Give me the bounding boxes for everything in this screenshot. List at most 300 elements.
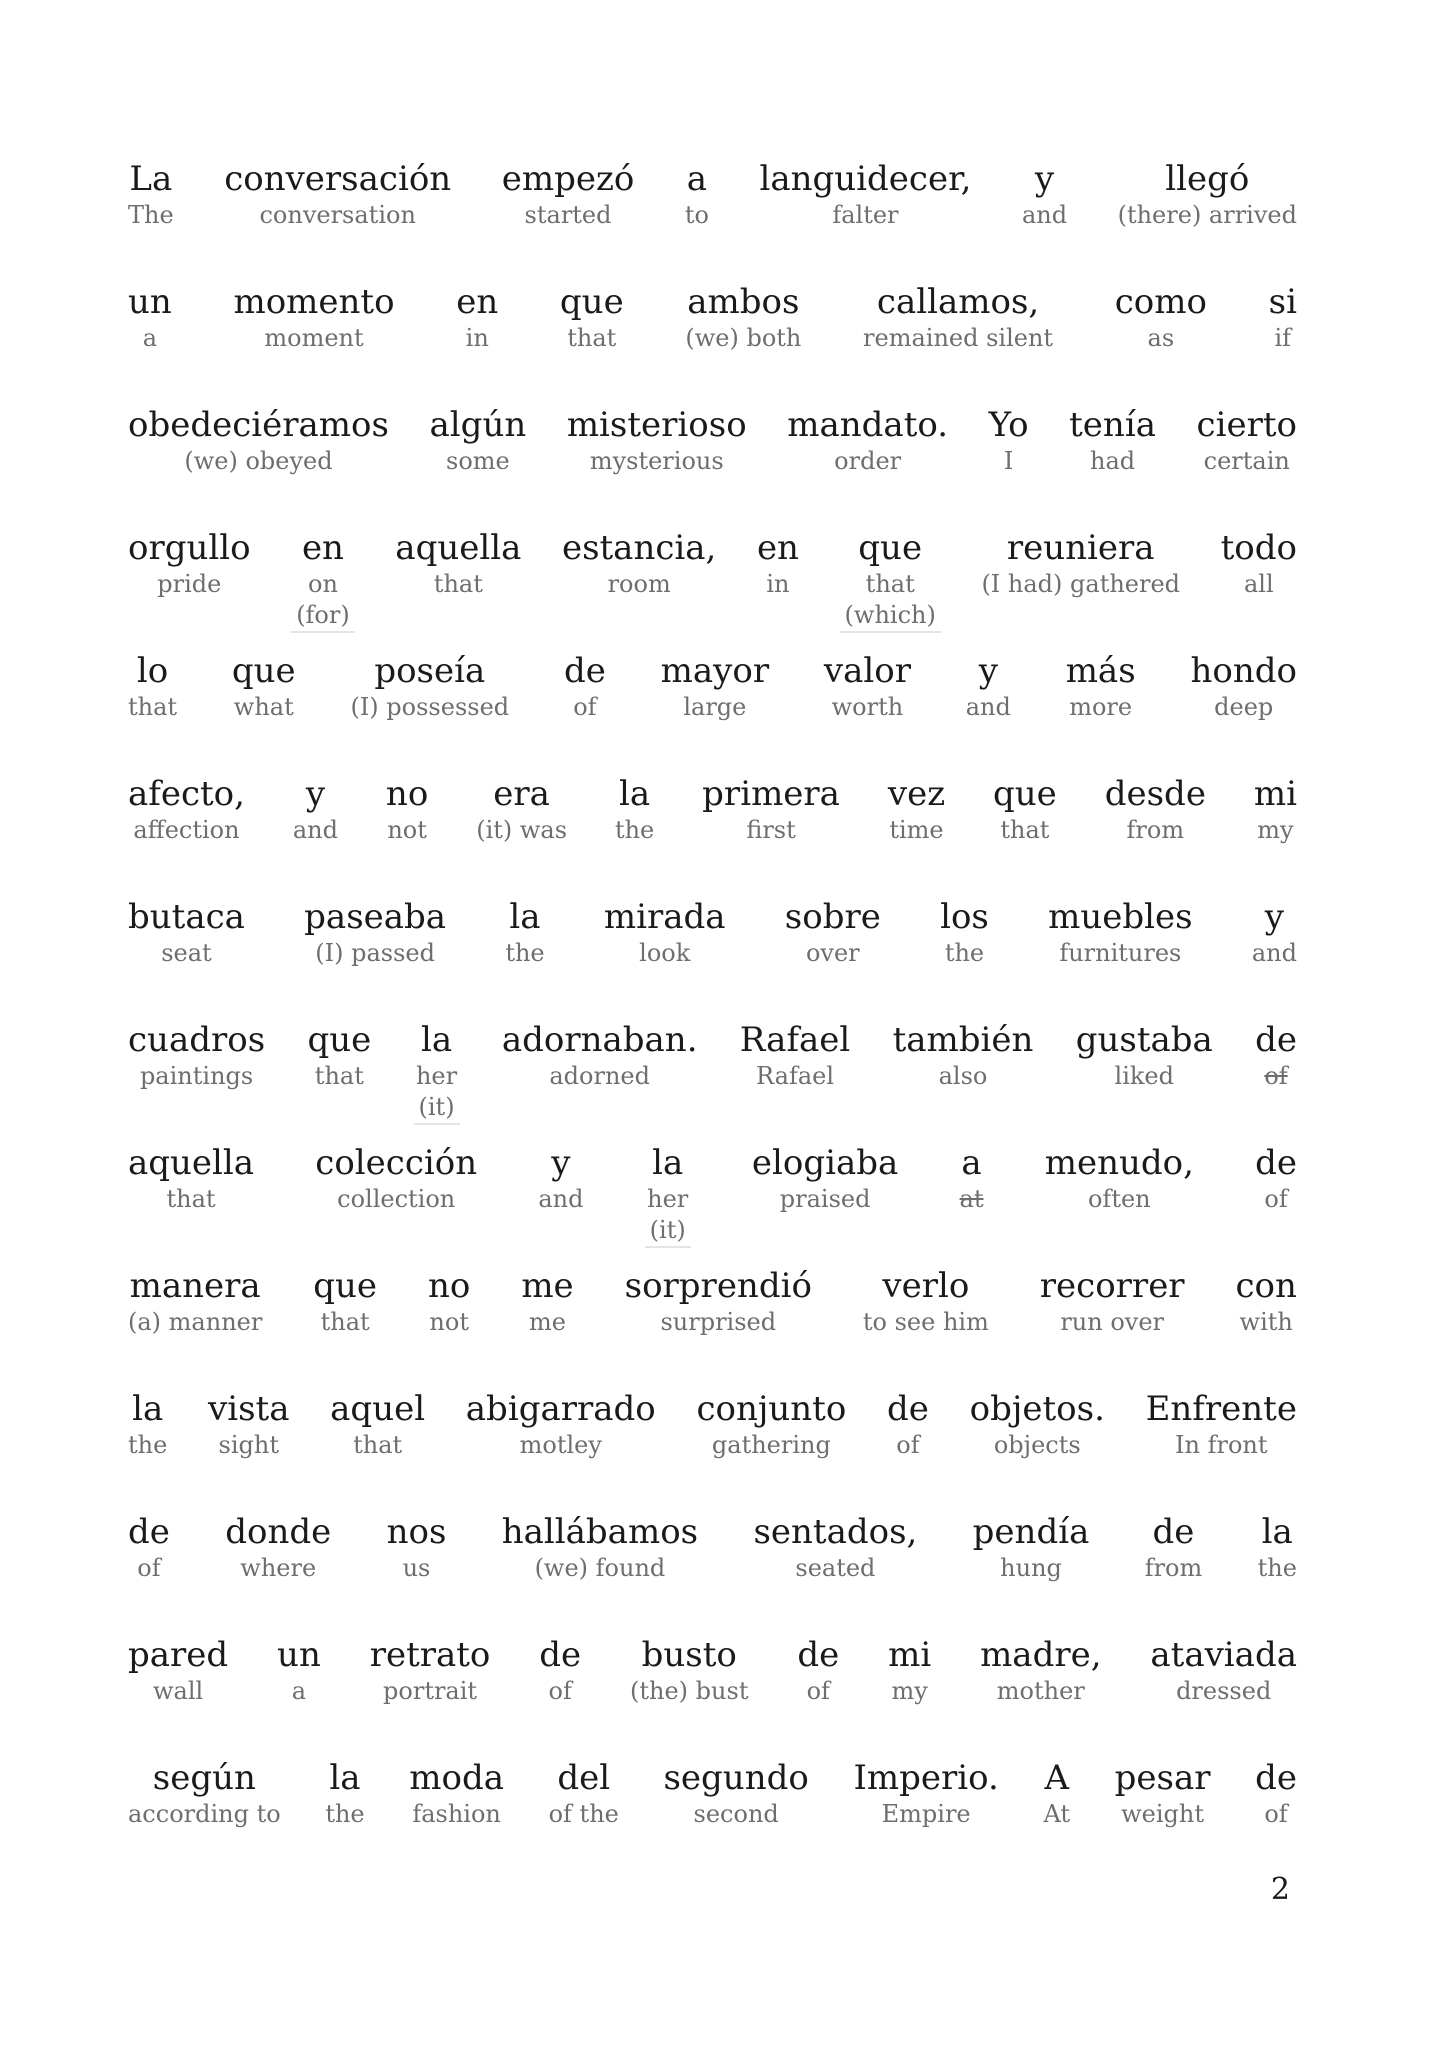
word-unit (128, 1019, 265, 1092)
spanish-word: la (420, 1020, 453, 1060)
word-unit (1252, 896, 1297, 969)
spanish-word: ataviada (1150, 1635, 1297, 1675)
english-gloss: of (548, 1677, 572, 1705)
english-gloss: mysterious (589, 447, 724, 475)
spanish-word: en (301, 528, 344, 568)
word-unit (1255, 1757, 1297, 1830)
english-gloss: me (529, 1308, 566, 1336)
english-gloss: remained silent (863, 324, 1054, 352)
word-unit (940, 896, 989, 969)
spanish-word: mirada (603, 897, 726, 937)
english-gloss: the (505, 939, 545, 967)
english-gloss: weight (1121, 1800, 1204, 1828)
spanish-word: segundo (663, 1758, 809, 1798)
word-unit (502, 1511, 698, 1584)
english-gloss: as (1147, 324, 1175, 352)
spanish-word: y (1264, 897, 1284, 937)
interlinear-line (128, 773, 1297, 896)
english-gloss: the (128, 1431, 168, 1459)
word-unit (128, 1142, 254, 1215)
word-unit (853, 1757, 998, 1830)
english-gloss: that (166, 1185, 216, 1213)
interlinear-line (128, 527, 1297, 650)
word-unit (224, 158, 451, 231)
spanish-word: más (1065, 651, 1136, 691)
word-unit (604, 896, 726, 969)
english-gloss: (I had) gathered (981, 570, 1181, 598)
word-unit (370, 1634, 491, 1707)
spanish-word: de (1152, 1512, 1195, 1552)
spanish-word: a (686, 159, 708, 199)
word-unit (840, 527, 941, 633)
spanish-word: butaca (128, 897, 245, 937)
spanish-word: de (128, 1512, 170, 1552)
spanish-word: vez (887, 774, 946, 814)
word-unit (128, 1634, 228, 1707)
word-unit (428, 1265, 470, 1338)
spanish-word: y (551, 1143, 571, 1183)
english-gloss: at (959, 1185, 984, 1213)
word-unit (989, 404, 1029, 477)
spanish-word: mi (888, 1635, 932, 1675)
english-gloss: (it) was (476, 816, 568, 844)
word-unit (225, 1511, 331, 1584)
word-unit (625, 1265, 812, 1338)
spanish-word: de (563, 651, 606, 691)
english-gloss: the (614, 816, 655, 844)
spanish-word: la (329, 1758, 361, 1798)
spanish-word: de (1255, 1758, 1297, 1798)
english-gloss: all (1243, 570, 1274, 598)
spanish-word: recorrer (1039, 1266, 1185, 1306)
word-unit (567, 404, 747, 477)
english-gloss: room (607, 570, 671, 598)
english-gloss: second (693, 1800, 779, 1828)
word-unit (753, 1511, 917, 1584)
spanish-word: aquella (395, 528, 522, 568)
english-gloss: mother (996, 1677, 1085, 1705)
word-unit (521, 1265, 573, 1338)
spanish-word: la (652, 1143, 684, 1183)
word-unit (973, 1511, 1090, 1584)
interlinear-line (128, 404, 1297, 527)
word-unit (315, 1142, 477, 1215)
word-unit (325, 1757, 364, 1830)
spanish-word: del (557, 1758, 611, 1798)
spanish-word: orgullo (128, 528, 251, 568)
english-gloss: hung (1000, 1554, 1062, 1582)
spanish-word: que (559, 282, 624, 322)
spanish-word: de (539, 1635, 582, 1675)
spanish-word: afecto, (128, 774, 245, 814)
english-gloss: large (683, 693, 747, 721)
english-gloss: over (805, 939, 860, 967)
word-unit (1146, 1388, 1297, 1461)
english-gloss: also (938, 1062, 988, 1090)
english-gloss: affection (133, 816, 240, 844)
english-gloss: in (465, 324, 489, 352)
english-gloss: (we) obeyed (184, 447, 333, 475)
spanish-word: un (277, 1635, 321, 1675)
word-unit (661, 650, 769, 723)
english-gloss: to see him (862, 1308, 989, 1336)
spanish-word: colección (315, 1143, 478, 1183)
word-unit (208, 1388, 289, 1461)
spanish-word: desde (1104, 774, 1206, 814)
english-gloss: that (433, 570, 483, 598)
spanish-word: elogiaba (751, 1143, 899, 1183)
word-unit (409, 1757, 504, 1830)
english-gloss: not (387, 816, 427, 844)
english-gloss: according to (128, 1800, 281, 1828)
spanish-word: empezó (501, 159, 635, 199)
spanish-word: a (961, 1143, 982, 1183)
interlinear-line (128, 158, 1297, 281)
spanish-word: hallábamos (501, 1512, 699, 1552)
word-unit (1105, 773, 1206, 846)
word-unit (128, 404, 389, 477)
spanish-word: no (385, 774, 429, 814)
word-unit (787, 404, 948, 477)
spanish-word: los (940, 897, 989, 937)
english-gloss: seated (795, 1554, 876, 1582)
word-unit (759, 158, 971, 231)
english-gloss: Rafael (756, 1062, 835, 1090)
spanish-word: verlo (882, 1266, 970, 1306)
spanish-word: que (858, 528, 923, 568)
word-unit (630, 1634, 748, 1707)
spanish-word: reuniera (1006, 528, 1155, 568)
word-unit (740, 1019, 851, 1092)
word-unit (1115, 1757, 1211, 1830)
word-unit (128, 158, 174, 231)
word-unit (1076, 1019, 1213, 1092)
spanish-word: adornaban. (501, 1020, 698, 1060)
spanish-word: que (313, 1266, 378, 1306)
english-gloss: motley (519, 1431, 602, 1459)
english-gloss: (I) possessed (350, 693, 510, 721)
interlinear-line (128, 1388, 1297, 1511)
word-unit (476, 773, 567, 846)
word-unit (1150, 1634, 1297, 1707)
english-gloss: collection (337, 1185, 456, 1213)
word-unit (128, 1511, 170, 1584)
spanish-word: busto (641, 1635, 737, 1675)
english-gloss: certain (1203, 447, 1290, 475)
word-unit (128, 896, 245, 969)
spanish-word: tenía (1069, 405, 1156, 445)
word-unit (128, 773, 245, 846)
word-unit (1197, 404, 1297, 477)
english-gloss: of (806, 1677, 830, 1705)
english-gloss: not (429, 1308, 469, 1336)
word-unit (1221, 527, 1297, 600)
spanish-word: Rafael (739, 1020, 851, 1060)
english-gloss: look (639, 939, 691, 967)
spanish-word: también (892, 1020, 1034, 1060)
spanish-word: poseía (374, 651, 486, 691)
spanish-word: que (307, 1020, 372, 1060)
english-gloss: more (1069, 693, 1133, 721)
word-unit (702, 773, 840, 846)
interlinear-line (128, 896, 1297, 1019)
spanish-word: mi (1253, 774, 1297, 814)
english-gloss: (a) manner (128, 1308, 263, 1336)
word-unit (466, 1388, 656, 1461)
spanish-word: hondo (1190, 651, 1297, 691)
english-gloss: and (538, 1185, 584, 1213)
word-unit (456, 281, 498, 354)
spanish-word: conjunto (696, 1389, 847, 1429)
spanish-word: pendía (972, 1512, 1090, 1552)
spanish-word: la (132, 1389, 164, 1429)
word-unit (1255, 1019, 1297, 1092)
word-unit (1254, 773, 1297, 846)
spanish-word: la (1261, 1512, 1293, 1552)
english-gloss: (the) bust (630, 1677, 749, 1705)
english-gloss: deep (1214, 693, 1274, 721)
word-unit (1190, 650, 1297, 723)
word-unit (313, 1265, 377, 1338)
english-gloss: with (1239, 1308, 1293, 1336)
english-gloss: adorned (549, 1062, 650, 1090)
spanish-word: A (1044, 1758, 1069, 1798)
word-unit (1066, 650, 1136, 723)
english-gloss: first (746, 816, 796, 844)
interlinear-line (128, 1019, 1297, 1142)
spanish-word: sobre (784, 897, 881, 937)
spanish-word: abigarrado (465, 1389, 656, 1429)
english-gloss: gathering (711, 1431, 831, 1459)
english-gloss: of (896, 1431, 920, 1459)
english-gloss: of the (548, 1800, 619, 1828)
word-unit (330, 1388, 425, 1461)
word-unit (562, 527, 716, 600)
english-gloss: Empire (881, 1800, 971, 1828)
word-unit (960, 1142, 984, 1215)
english-gloss: her (415, 1062, 458, 1090)
english-gloss: furnitures (1059, 939, 1182, 967)
spanish-word: nos (386, 1512, 447, 1552)
spanish-word: un (128, 282, 172, 322)
english-gloss: the (944, 939, 985, 967)
spanish-word: sentados, (753, 1512, 918, 1552)
spanish-word: era (493, 774, 550, 814)
english-gloss: (there) arrived (1117, 201, 1297, 229)
word-unit (645, 1142, 691, 1248)
word-unit (538, 1142, 583, 1215)
spanish-word: manera (129, 1266, 261, 1306)
english-gloss: fashion (412, 1800, 501, 1828)
english-gloss: from (1144, 1554, 1203, 1582)
english-gloss: that (353, 1431, 403, 1459)
interlinear-line (128, 650, 1297, 773)
word-unit (387, 1511, 447, 1584)
spanish-word: la (619, 774, 651, 814)
word-unit (539, 1634, 581, 1707)
spanish-word: si (1268, 282, 1297, 322)
english-gloss: seat (161, 939, 212, 967)
word-unit (696, 1388, 846, 1461)
english-gloss: started (524, 201, 612, 229)
english-gloss: of (1264, 1185, 1288, 1213)
english-gloss: pride (157, 570, 222, 598)
spanish-word: y (978, 651, 998, 691)
word-unit (350, 650, 509, 723)
word-unit (1022, 158, 1067, 231)
word-unit (304, 896, 446, 969)
spanish-word: todo (1220, 528, 1297, 568)
spanish-word: estancia, (561, 528, 717, 568)
word-unit (1069, 404, 1156, 477)
word-unit (1115, 281, 1207, 354)
word-unit (970, 1388, 1105, 1461)
spanish-word: cuadros (128, 1020, 266, 1060)
word-unit (502, 158, 635, 231)
english-gloss-note: (it) (645, 1215, 691, 1248)
word-unit (685, 281, 801, 354)
spanish-word: La (129, 159, 173, 199)
english-gloss: of (1264, 1800, 1288, 1828)
english-gloss: portrait (383, 1677, 478, 1705)
spanish-word: languidecer, (759, 159, 972, 199)
spanish-word: pesar (1114, 1758, 1211, 1798)
word-unit (128, 650, 177, 723)
interlinear-line (128, 1757, 1297, 1880)
english-gloss: The (128, 201, 174, 229)
word-unit (233, 281, 394, 354)
word-unit (887, 1388, 929, 1461)
spanish-word: menudo, (1044, 1143, 1194, 1183)
spanish-word: callamos, (876, 282, 1040, 322)
english-gloss: that (128, 693, 178, 721)
word-unit (1043, 1757, 1070, 1830)
spanish-word: la (509, 897, 541, 937)
word-unit (757, 527, 799, 600)
english-gloss: that (865, 570, 915, 598)
spanish-word: momento (233, 282, 395, 322)
english-gloss: In front (1175, 1431, 1268, 1459)
word-unit (752, 1142, 898, 1215)
word-unit (888, 1634, 931, 1707)
word-unit (232, 650, 296, 723)
word-unit (1045, 1142, 1194, 1215)
interlinear-line (128, 1511, 1297, 1634)
word-unit (1118, 158, 1297, 231)
spanish-word: no (428, 1266, 471, 1306)
spanish-word: me (521, 1266, 574, 1306)
spanish-word: mandato. (787, 405, 949, 445)
spanish-word: cierto (1196, 405, 1297, 445)
english-gloss: At (1043, 1800, 1070, 1828)
english-gloss: a (142, 324, 158, 352)
english-gloss: in (766, 570, 790, 598)
english-gloss: time (889, 816, 944, 844)
word-unit (1269, 281, 1297, 354)
english-gloss: surprised (660, 1308, 777, 1336)
word-unit (685, 158, 709, 231)
spanish-word: según (152, 1758, 256, 1798)
word-unit (505, 896, 544, 969)
interlinear-line (128, 281, 1297, 404)
word-unit (128, 281, 172, 354)
word-unit (893, 1019, 1034, 1092)
word-unit (414, 1019, 460, 1125)
interlinear-line (128, 1142, 1297, 1265)
spanish-word: en (456, 282, 499, 322)
word-unit (128, 527, 251, 600)
spanish-word: aquel (330, 1389, 426, 1429)
word-unit (386, 773, 428, 846)
spanish-word: con (1235, 1266, 1297, 1306)
word-unit (785, 896, 881, 969)
word-unit (293, 773, 338, 846)
english-gloss: what (233, 693, 294, 721)
english-gloss: to (684, 201, 709, 229)
spanish-word: Imperio. (853, 1758, 999, 1798)
english-gloss: some (446, 447, 510, 475)
english-gloss: moment (264, 324, 364, 352)
english-gloss: where (240, 1554, 317, 1582)
spanish-word: como (1114, 282, 1207, 322)
spanish-word: valor (823, 651, 911, 691)
word-unit (888, 773, 945, 846)
spanish-word: conversación (224, 159, 452, 199)
english-gloss: a (291, 1677, 307, 1705)
english-gloss-note: (for) (291, 600, 355, 633)
english-gloss: us (402, 1554, 431, 1582)
word-unit (1145, 1511, 1203, 1584)
page-number: 2 (1270, 1872, 1290, 1907)
word-unit (1255, 1142, 1297, 1215)
word-unit (663, 1757, 808, 1830)
spanish-word: obedeciéramos (128, 405, 389, 445)
word-unit (549, 1757, 619, 1830)
spanish-word: pared (128, 1635, 229, 1675)
spanish-word: que (231, 651, 296, 691)
word-unit (863, 1265, 989, 1338)
spanish-word: y (305, 774, 326, 814)
interlinear-text (128, 158, 1297, 1880)
spanish-word: moda (409, 1758, 504, 1798)
word-unit (966, 650, 1011, 723)
spanish-word: madre, (980, 1635, 1102, 1675)
spanish-word: lo (136, 651, 169, 691)
english-gloss: my (1257, 816, 1294, 844)
english-gloss: and (965, 693, 1011, 721)
english-gloss: paintings (139, 1062, 254, 1090)
spanish-word: aquella (128, 1143, 255, 1183)
english-gloss: from (1126, 816, 1185, 844)
english-gloss: if (1274, 324, 1292, 352)
english-gloss: and (1251, 939, 1297, 967)
word-unit (1236, 1265, 1297, 1338)
word-unit (502, 1019, 698, 1092)
spanish-word: Yo (988, 405, 1029, 445)
english-gloss-note: (which) (840, 600, 941, 633)
english-gloss: dressed (1176, 1677, 1272, 1705)
word-unit (981, 527, 1180, 600)
spanish-word: sorprendió (624, 1266, 812, 1306)
english-gloss: the (1257, 1554, 1297, 1582)
english-gloss: my (891, 1677, 928, 1705)
english-gloss: and (292, 816, 339, 844)
spanish-word: donde (225, 1512, 332, 1552)
word-unit (993, 773, 1057, 846)
spanish-word: retrato (369, 1635, 491, 1675)
english-gloss: (we) found (534, 1554, 666, 1582)
english-gloss: her (647, 1185, 689, 1213)
